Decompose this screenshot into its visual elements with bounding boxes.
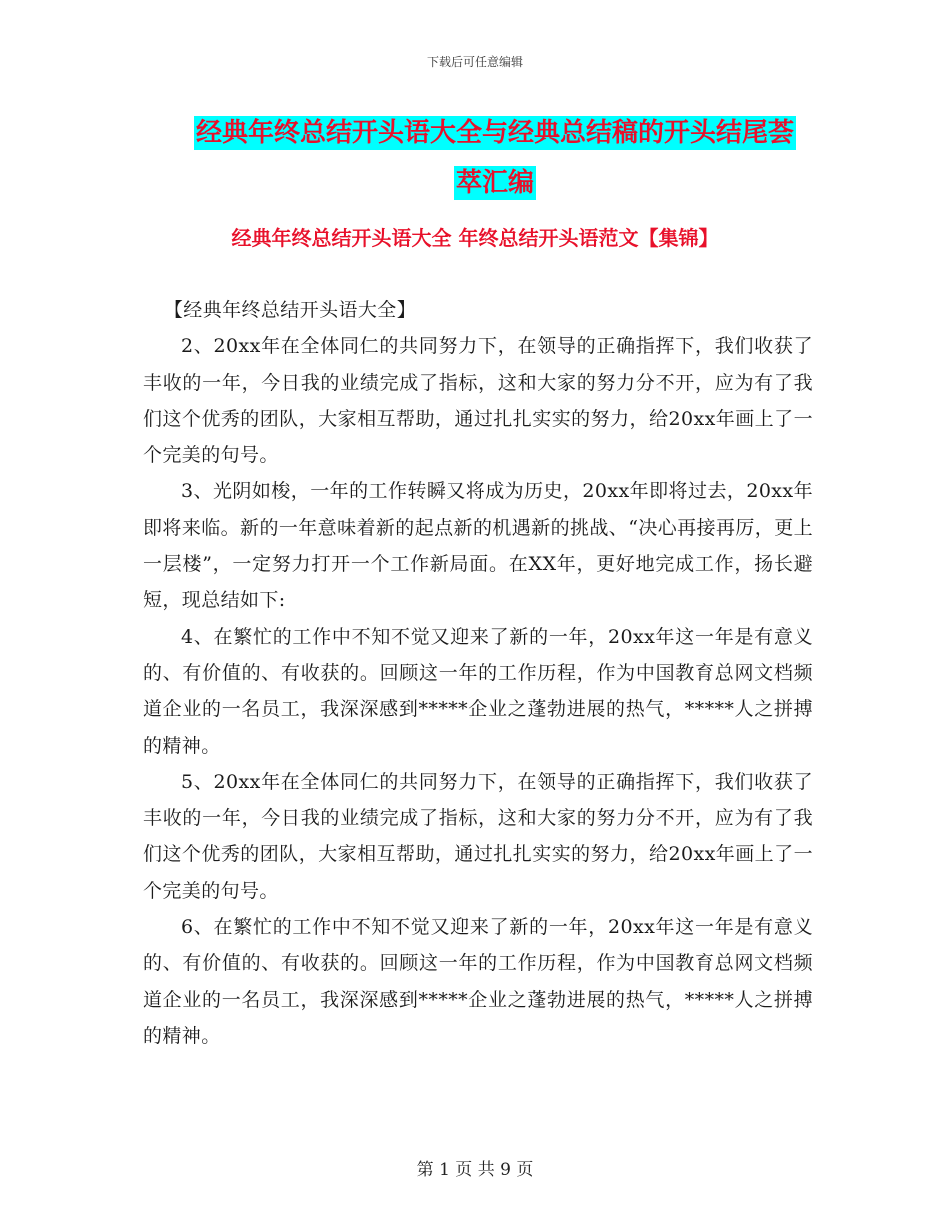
paragraph: 6、在繁忙的工作中不知不觉又迎来了新的一年，20xx年这一年是有意义的、有价值的、有收获的。回顾这一年的工作历程，作为中国教育总网文档频道企业的一名员工，我深深感到*****企业之蓬勃进展的热气，*****人之拼搏的精神。 (143, 916, 813, 1047)
title-line-1: 经典年终总结开头语大全与经典总结稿的开头结尾荟 (195, 118, 794, 148)
document-title (150, 108, 840, 208)
section-label: 【经典年终总结开头语大全】 (163, 299, 417, 321)
title-line-2: 萃汇编 (455, 168, 534, 198)
document-body (143, 292, 813, 1054)
paragraph: 4、在繁忙的工作中不知不觉又迎来了新的一年，20xx年这一年是有意义的、有价值的、有收获的。回顾这一年的工作历程，作为中国教育总网文档频道企业的一名员工，我深深感到*****企业之蓬勃进展的热气，*****人之拼搏的精神。 (143, 625, 813, 757)
page-footer: 第 1 页 共 9 页 (416, 1160, 534, 1180)
paragraph: 5、20xx年在全体同仁的共同努力下，在领导的正确指挥下，我们收获了丰收的一年，今日我的业绩完成了指标，这和大家的努力分不开，应为有了我们这个优秀的团队，大家相互帮助，通过扎扎实实的努力，给20xx年画上了一个完美的句号。 (143, 770, 813, 902)
paragraph: 2、20xx年在全体同仁的共同努力下，在领导的正确指挥下，我们收获了丰收的一年，今日我的业绩完成了指标，这和大家的努力分不开，应为有了我们这个优秀的团队，大家相互帮助，通过扎扎实实的努力，给20xx年画上了一个完美的句号。 (143, 335, 813, 467)
document-subtitle: 经典年终总结开头语大全 年终总结开头语范文【集锦】 (231, 226, 719, 250)
header-note: 下载后可任意编辑 (426, 55, 523, 69)
paragraph: 3、光阴如梭，一年的工作转瞬又将成为历史，20xx年即将过去，20xx年即将来临。新的一年意味着新的起点新的机遇新的挑战、“决心再接再厉，更上一层楼”，一定努力打开一个工作新局面。在XX年，更好地完成工作，扬长避短，现总结如下: (143, 480, 813, 612)
